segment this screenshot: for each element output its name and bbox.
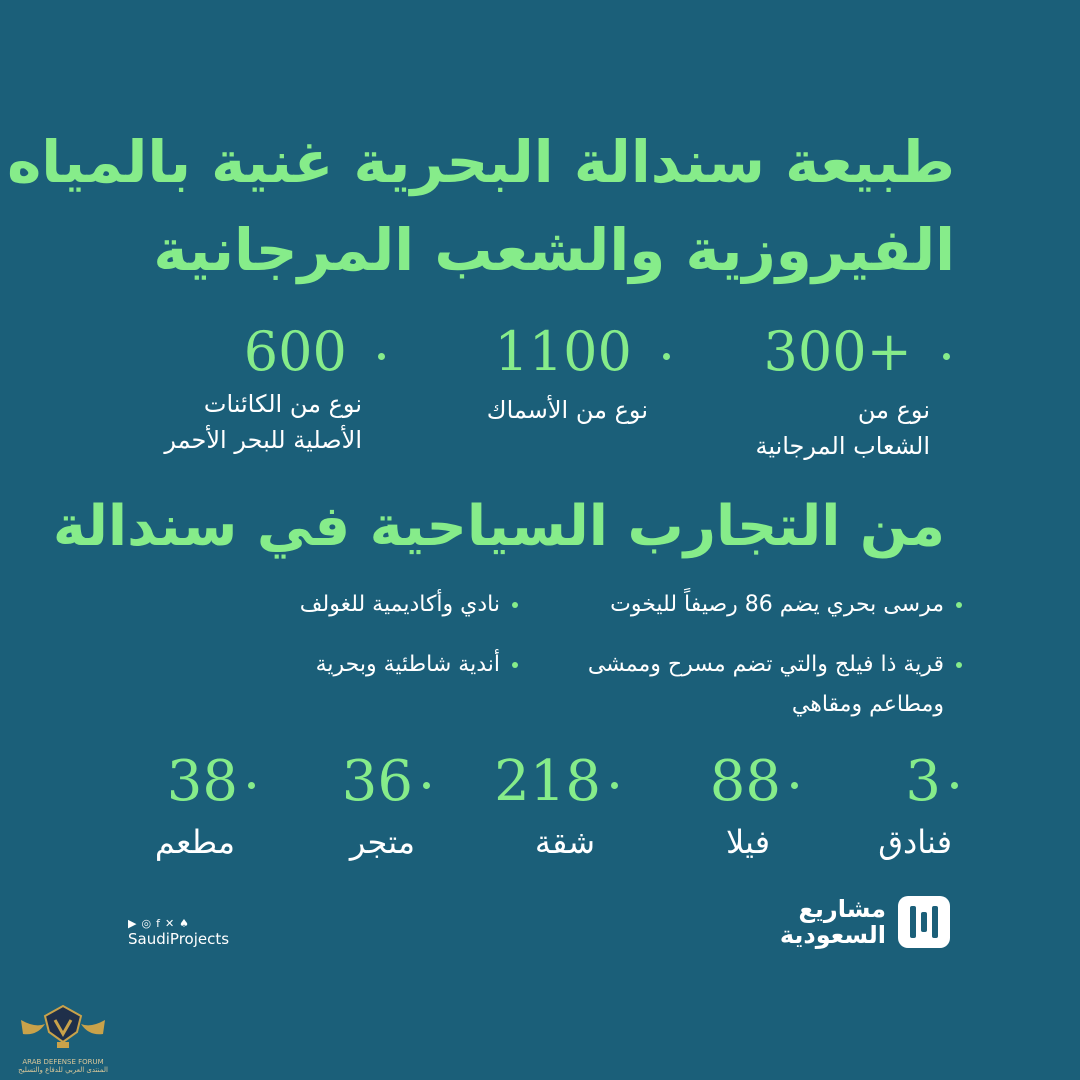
facebook-icon[interactable]: f: [156, 917, 160, 930]
stat-species-desc-line1: نوع من الكائنات: [203, 390, 362, 418]
brand-name-line2: السعودية: [779, 921, 886, 949]
stat-dot-icon: [951, 782, 958, 789]
facility-shops-value: 36: [341, 749, 413, 814]
stat-fish-desc: [388, 392, 648, 428]
facility-restaurants-label: مطعم: [154, 823, 235, 861]
experiences-title: من التجارب السياحية في سندالة: [52, 494, 945, 559]
headline-line-1: طبيعة سندالة البحرية غنية بالمياه: [7, 128, 955, 196]
bullet-dot-icon: [956, 662, 962, 668]
facility-hotels-label: فنادق: [878, 823, 952, 861]
logo-icon: [898, 896, 950, 948]
facility-shops: [290, 749, 430, 814]
stat-dot-icon: [943, 353, 950, 360]
social-handle[interactable]: SaudiProjects: [128, 930, 230, 948]
facility-apartments-label: شقة: [534, 823, 595, 861]
facility-restaurants-value: 38: [166, 749, 238, 814]
experience-item-3: نادي وأكاديمية للغولف: [299, 592, 500, 617]
watermark-line1: ARAB DEFENSE FORUM: [22, 1058, 104, 1066]
list-item: [544, 688, 944, 722]
watermark: [8, 998, 118, 1074]
experience-item-1: مرسى بحري يضم 86 رصيفاً لليخوت: [610, 592, 944, 617]
brand-name-line1: مشاريع: [798, 895, 886, 923]
brand-name: [780, 896, 886, 948]
stat-dot-icon: [611, 782, 618, 789]
brand-logo: [780, 896, 950, 948]
stat-fish-value: 1100: [494, 320, 632, 383]
stat-species: [125, 322, 385, 382]
watermark-line2: المنتدى العربي للدفاع والتسليح: [18, 1066, 108, 1074]
facility-hotels-value: 3: [905, 749, 941, 814]
facility-apartments-value: 218: [494, 749, 601, 814]
experience-item-2-cont: ومطاعم ومقاهي: [791, 692, 944, 717]
x-icon[interactable]: ✕: [164, 917, 175, 930]
social-icons: [128, 918, 229, 930]
stat-coral: [740, 322, 950, 382]
bullet-dot-icon: [512, 662, 518, 668]
facility-shops-label: متجر: [349, 823, 415, 861]
stat-fish-desc-line1: نوع من الأسماك: [486, 396, 648, 424]
bullet-dot-icon: [956, 602, 962, 608]
facility-hotels: [838, 749, 958, 814]
list-item: [562, 588, 962, 622]
facility-villas: [658, 749, 798, 814]
stat-fish: [410, 322, 670, 382]
list-item: [542, 648, 962, 682]
social-block: [128, 918, 229, 948]
facility-restaurants: [135, 749, 255, 814]
facility-apartments: [458, 749, 618, 814]
stat-dot-icon: [663, 353, 670, 360]
stat-species-value: 600: [243, 320, 347, 383]
eagle-emblem-icon: [15, 998, 111, 1054]
stat-dot-icon: [423, 782, 430, 789]
stat-dot-icon: [378, 353, 385, 360]
experience-item-2: قرية ذا فيلج والتي تضم مسرح وممشى: [587, 652, 944, 677]
list-item: [118, 648, 518, 682]
youtube-icon[interactable]: ▶: [128, 917, 137, 930]
list-item: [118, 588, 518, 622]
facility-villas-label: فيلا: [725, 823, 770, 861]
stat-coral-desc-line2: الشعاب المرجانية: [755, 432, 930, 460]
bullet-dot-icon: [512, 602, 518, 608]
stat-dot-icon: [791, 782, 798, 789]
stat-coral-desc-line1: نوع من: [857, 396, 930, 424]
stat-species-desc: [102, 386, 362, 458]
instagram-icon[interactable]: ◎: [141, 917, 152, 930]
stat-coral-value: 300+: [763, 320, 912, 383]
facility-villas-value: 88: [709, 749, 781, 814]
experience-item-4: أندية شاطئية وبحرية: [315, 652, 500, 677]
stat-coral-desc: [690, 392, 930, 464]
headline-line-2: الفيروزية والشعب المرجانية: [153, 216, 955, 284]
stat-species-desc-line2: الأصلية للبحر الأحمر: [164, 426, 362, 454]
stat-dot-icon: [248, 782, 255, 789]
snapchat-icon[interactable]: ♠: [179, 917, 190, 930]
